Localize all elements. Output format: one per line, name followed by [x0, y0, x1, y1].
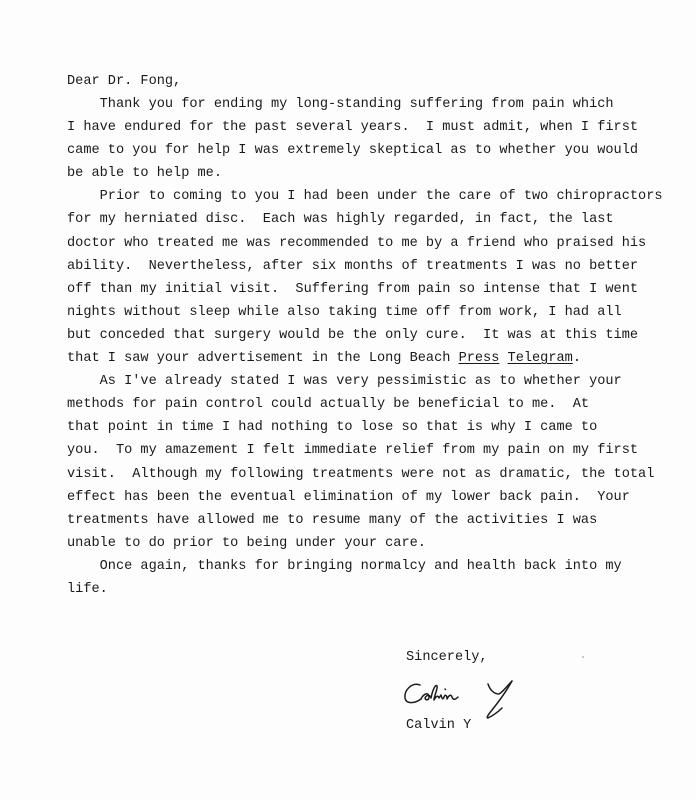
line-text: unable to do prior to being under your care. [67, 535, 426, 551]
line-text: nights without sleep while also taking time off from work, I had all [67, 304, 622, 320]
letter-line [67, 255, 667, 278]
letter-line [67, 139, 667, 162]
line-text: I have endured for the past several years. I must admit, when I first [67, 120, 639, 136]
line-text: for my herniated disc. Each was highly regarded, in fact, the last [67, 212, 614, 228]
line-text: off than my initial visit. Suffering from pain so intense that I went [67, 281, 639, 297]
line-text: Thank you for ending my long-standing suffering from pain which [67, 97, 614, 112]
line-text: effect has been the eventual elimination of my lower back pain. Your [67, 489, 630, 505]
line-text: be able to help me. [67, 166, 222, 182]
letter-line [67, 486, 667, 509]
paper-speck [582, 656, 584, 658]
signer-name: Calvin Y [406, 718, 472, 733]
letter-line [67, 370, 667, 393]
line-text: that point in time I had nothing to lose so that is why I came to [67, 420, 598, 436]
letter-line [67, 439, 667, 462]
letter-line [67, 301, 667, 324]
underlined-title-word: Press [458, 351, 500, 367]
line-text: visit. Although my following treatments were not as dramatic, the total [67, 466, 655, 482]
letter-line [67, 347, 667, 370]
line-text: but conceded that surgery would be the only cure. It was at this time [67, 327, 639, 343]
letter-line [67, 93, 667, 116]
letter-line [67, 578, 667, 601]
letter-line [67, 232, 667, 255]
line-text: Prior to coming to you I had been under the care of two chiropractors [67, 189, 663, 205]
letter-line [67, 532, 667, 555]
letter-line [67, 208, 667, 231]
letter-line [67, 185, 667, 208]
letter-body [67, 93, 667, 601]
salutation: Dear Dr. Fong, [67, 74, 182, 89]
line-text: treatments have allowed me to resume many of the activities I was [67, 512, 598, 528]
letter-line [67, 509, 667, 532]
letter-line [67, 416, 667, 439]
closing: Sincerely, [406, 650, 488, 665]
line-text: came to you for help I was extremely skeptical as to whether you would [67, 143, 639, 159]
letter-line [67, 162, 667, 185]
line-text: ability. Nevertheless, after six months of treatments I was no better [67, 258, 639, 274]
line-text: methods for pain control could actually be beneficial to me. At [67, 397, 590, 413]
line-text: doctor who treated me was recommended to me by a friend who praised his [67, 235, 647, 251]
line-text: that I saw your advertisement in the Long Beach [67, 351, 459, 367]
letter-line [67, 463, 667, 486]
letter-line [67, 555, 667, 578]
letter-line [67, 324, 667, 347]
underlined-title-word: Telegram [507, 351, 573, 367]
line-text: Once again, thanks for bringing normalcy and health back into my [67, 558, 622, 574]
line-text: As I've already stated I was very pessimistic as to whether your [67, 374, 622, 390]
line-text: life. [67, 581, 108, 597]
line-text: you. To my amazement I felt immediate relief from my pain on my first [67, 443, 639, 459]
letter-line [67, 116, 667, 139]
line-ending: . [572, 351, 581, 367]
letter-line [67, 278, 667, 301]
letter-line [67, 393, 667, 416]
